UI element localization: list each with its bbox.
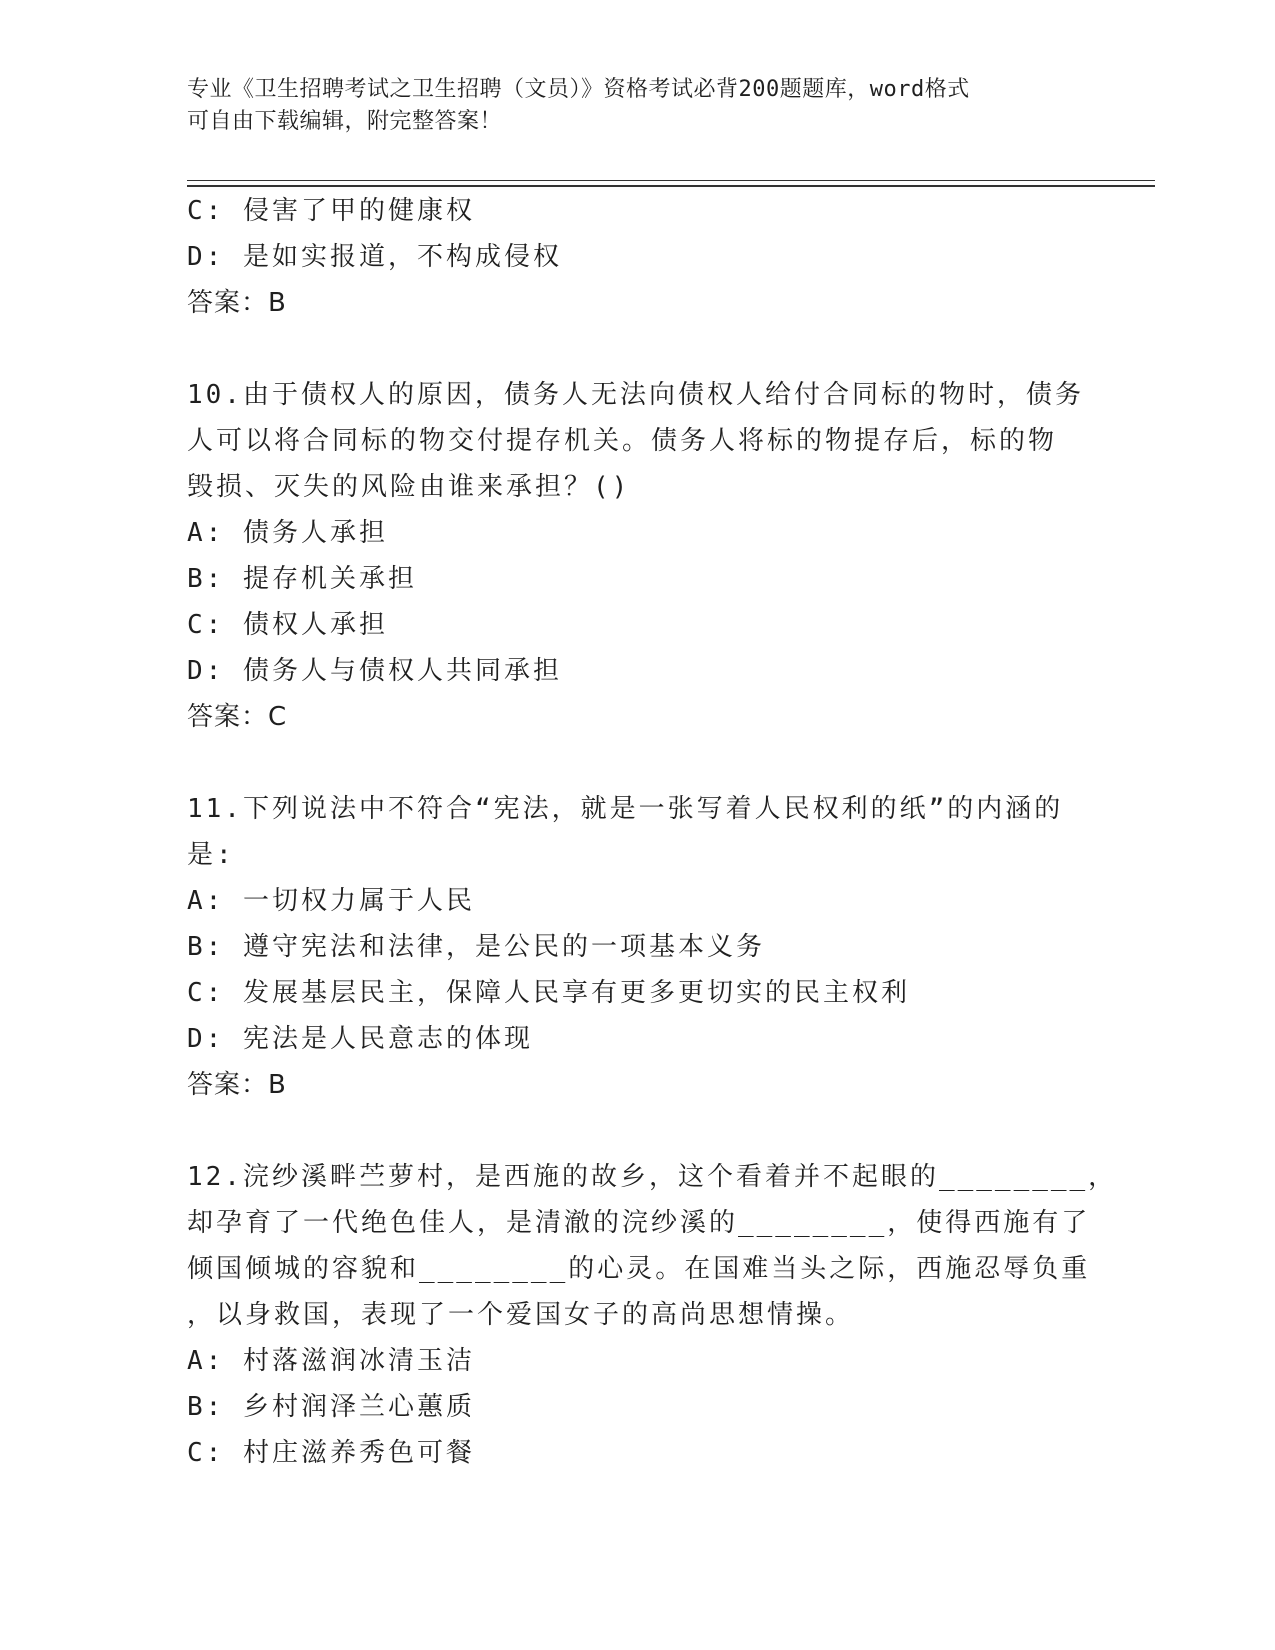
- header-line-2: 可自由下载编辑，附完整答案！: [187, 109, 503, 134]
- spacer: [187, 740, 1087, 786]
- stem-line: 11.下列说法中不符合“宪法，就是一张写着人民权利的纸”的内涵的: [187, 794, 1064, 824]
- document-header: [187, 74, 1087, 138]
- spacer: [187, 1108, 1087, 1154]
- question-11: [187, 786, 1087, 1108]
- document-body: [187, 188, 1118, 1476]
- option-c: C: 债权人承担: [187, 610, 388, 640]
- option-c: C: 侵害了甲的健康权: [187, 196, 475, 226]
- option-d: D: 债务人与债权人共同承担: [187, 656, 562, 686]
- header-divider-thick: [187, 185, 1155, 187]
- spacer: [187, 326, 1087, 372]
- option-c: C: 发展基层民主，保障人民享有更多更切实的民主权利: [187, 978, 910, 1008]
- answer-line: 答案：B: [187, 288, 287, 318]
- question-9: [187, 188, 1087, 326]
- option-b: B: 遵守宪法和法律，是公民的一项基本义务: [187, 932, 765, 962]
- option-a: A: 债务人承担: [187, 518, 388, 548]
- answer-line: 答案：B: [187, 1070, 287, 1100]
- question-10: [187, 372, 1087, 740]
- stem-line: 倾国倾城的容貌和________的心灵。在国难当头之际，西施忍辱负重: [187, 1254, 1091, 1284]
- option-b: B: 提存机关承担: [187, 564, 417, 594]
- option-a: A: 一切权力属于人民: [187, 886, 475, 916]
- option-d: D: 是如实报道，不构成侵权: [187, 242, 562, 272]
- option-d: D: 宪法是人民意志的体现: [187, 1024, 533, 1054]
- question-stem: [187, 372, 1087, 510]
- stem-line: 毁损、灭失的风险由谁来承担？(): [187, 472, 631, 502]
- stem-line: 12.浣纱溪畔苎萝村，是西施的故乡，这个看着并不起眼的________，: [187, 1162, 1118, 1192]
- header-line-1: 专业《卫生招聘考试之卫生招聘（文员）》资格考试必背200题题库，word格式: [187, 77, 970, 102]
- stem-line: 却孕育了一代绝色佳人，是清澈的浣纱溪的________，使得西施有了: [187, 1208, 1091, 1238]
- stem-line: 人可以将合同标的物交付提存机关。债务人将标的物提存后，标的物: [187, 426, 1058, 456]
- question-stem: [187, 1154, 1118, 1338]
- question-stem: [187, 786, 1087, 878]
- stem-line: ，以身救国，表现了一个爱国女子的高尚思想情操。: [187, 1300, 855, 1330]
- stem-line: 是:: [187, 840, 235, 870]
- option-b: B: 乡村润泽兰心蕙质: [187, 1392, 475, 1422]
- header-divider-thin: [187, 180, 1155, 181]
- option-c: C: 村庄滋养秀色可餐: [187, 1438, 475, 1468]
- option-a: A: 村落滋润冰清玉洁: [187, 1346, 475, 1376]
- answer-line: 答案：C: [187, 702, 288, 732]
- question-12: [187, 1154, 1118, 1476]
- stem-line: 10.由于债权人的原因，债务人无法向债权人给付合同标的物时，债务: [187, 380, 1084, 410]
